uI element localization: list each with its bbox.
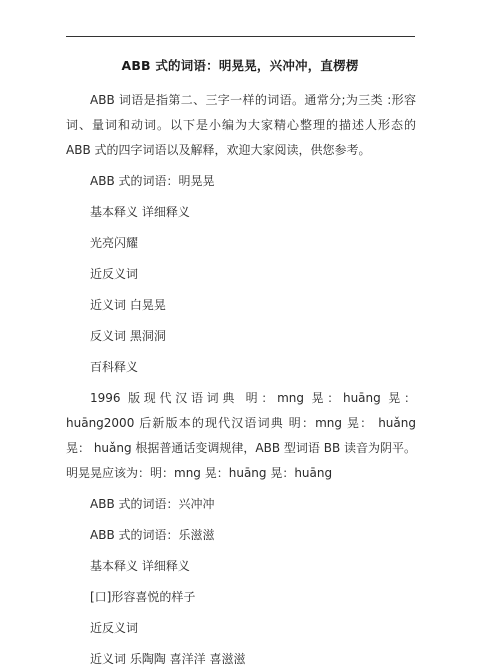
entry-heading-lezizi: ABB 式的词语：乐滋滋: [90, 528, 215, 542]
definition-tabs: 基本释义 详细释义: [90, 205, 190, 219]
definition-text-2: [口]形容喜悦的样子: [90, 590, 196, 604]
synonym-antonym-heading: 近反义词: [90, 267, 139, 281]
synonym-antonym-heading-2: 近反义词: [90, 621, 139, 635]
document-title: ABB 式的词语：明晃晃，兴冲冲，直楞楞: [121, 58, 359, 73]
dictionary-paragraph: 1996 版现代汉语词典 明：mng 晃：huāng 晃：huāng2000 后新版本的现代汉语词典 明：mng 晃： huǎng 晃： huǎng 根据普通话变调规律，ABB 型词语 BB 读音为阴平。明晃晃应该为：明：mng 晃：huāng 晃：huāng: [66, 391, 416, 480]
intro-paragraph: ABB 词语是指第二、三字一样的词语。通常分;为三类 :形容词、量词和动词。以下是小编为大家精心整理的描述人形态的 ABB 式的四字词语以及解释，欢迎大家阅读，供您参考。: [66, 93, 416, 157]
entry-heading-xingchongchong: ABB 式的词语：兴冲冲: [90, 497, 215, 511]
entry-heading-minghuanghuang: ABB 式的词语：明晃晃: [90, 174, 215, 188]
definition-tabs-2: 基本释义 详细释义: [90, 559, 190, 573]
encyclopedia-heading: 百科释义: [90, 360, 139, 374]
header-rule: [66, 36, 415, 37]
antonym-line: 反义词 黑洞洞: [90, 329, 166, 343]
synonym-line-2: 近义词 乐陶陶 喜洋洋 喜滋滋: [90, 652, 246, 666]
document-body: [66, 88, 416, 672]
synonym-line: 近义词 白晃晃: [90, 298, 166, 312]
definition-text: 光亮闪耀: [90, 236, 139, 250]
